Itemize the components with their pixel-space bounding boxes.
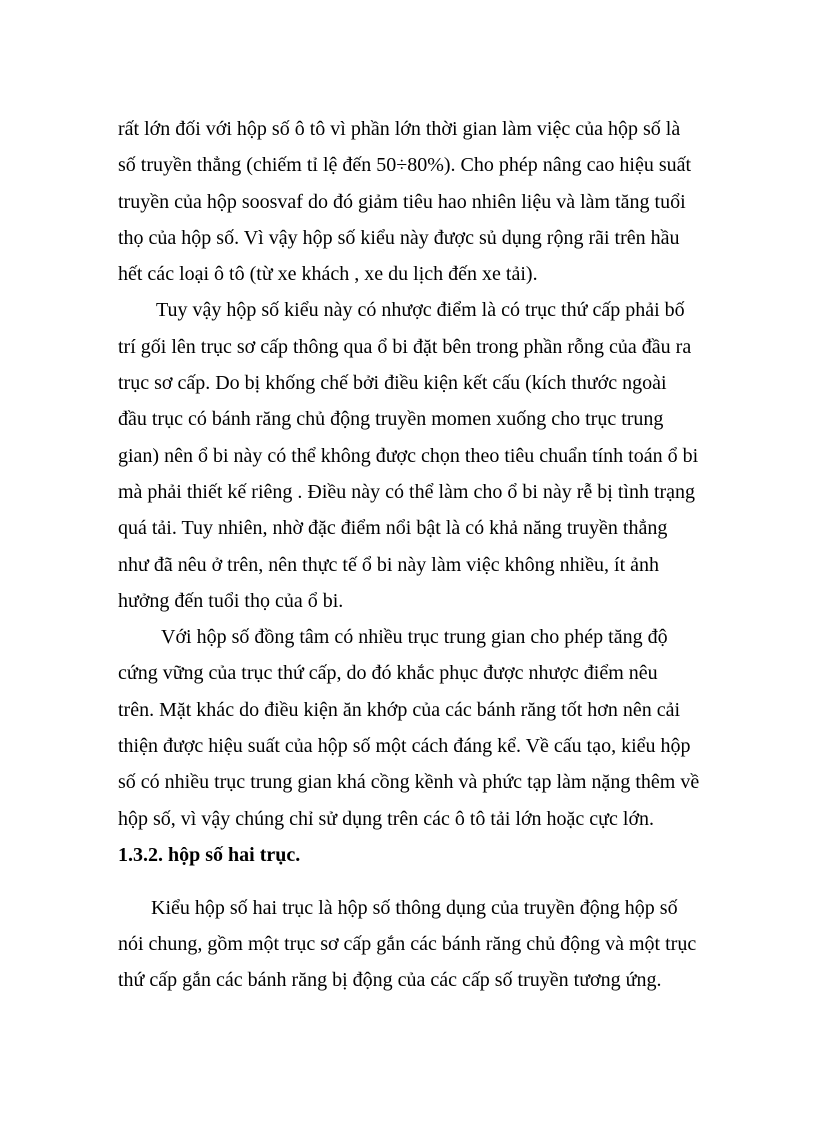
paragraph-1-line: rất lớn đối với hộp số ô tô vì phần lớn thời gian làm việc của hộp số là: [118, 118, 681, 140]
paragraph-4-line: Kiểu hộp số hai trục là hộp số thông dụng của truyền động hộp số: [151, 896, 678, 919]
paragraph-2-line: như đã nêu ở trên, nên thực tế ổ bi này làm việc không nhiều, ít ảnh: [118, 553, 660, 576]
paragraph-4: [118, 890, 748, 999]
paragraph-2-line: hưởng đến tuổi thọ của ổ bi.: [118, 589, 344, 612]
paragraph-2-line: trục sơ cấp. Do bị khống chế bởi điều kiện kết cấu (kích thước ngoài: [118, 372, 667, 395]
paragraph-1-line: hết các loại ô tô (từ xe khách , xe du lịch đến xe tải).: [118, 263, 538, 286]
paragraph-1-line: số truyền thẳng (chiếm tỉ lệ đến 50÷80%). Cho phép nâng cao hiệu suất: [118, 154, 692, 177]
paragraph-3: [118, 619, 748, 837]
paragraph-2-line: Tuy vậy hộp số kiểu này có nhược điểm là có trục thứ cấp phải bố: [156, 299, 685, 322]
paragraph-2-line: quá tải. Tuy nhiên, nhờ đặc điểm nổi bật là có khả năng truyền thẳng: [118, 517, 668, 540]
paragraph-3-line: số có nhiều trục trung gian khá cồng kềnh và phức tạp làm nặng thêm về: [118, 771, 700, 794]
paragraph-3-line: thiện được hiệu suất của hộp số một cách đáng kể. Về cấu tạo, kiểu hộp: [118, 735, 691, 758]
paragraph-3-line: trên. Mặt khác do điều kiện ăn khớp của các bánh răng tốt hơn nên cải: [118, 698, 681, 721]
paragraph-1-line: thọ của hộp số. Vì vậy hộp số kiểu này được sủ dụng rộng rãi trên hầu: [118, 226, 680, 249]
paragraph-2-line: trí gối lên trục sơ cấp thông qua ổ bi đặt bên trong phần rỗng của đầu ra: [118, 335, 692, 358]
document-page: [118, 111, 748, 999]
paragraph-2-line: gian) nên ổ bi này có thể không được chọn theo tiêu chuẩn tính toán ổ bi: [118, 444, 699, 467]
paragraph-1-line: truyền của hộp soosvaf do đó giảm tiêu hao nhiên liệu và làm tăng tuổi: [118, 190, 686, 213]
paragraph-2-line: đầu trục có bánh răng chủ động truyền momen xuống cho trục trung: [118, 408, 664, 431]
paragraph-2-line: mà phải thiết kế riêng . Điều này có thể làm cho ổ bi này rễ bị tình trạng: [118, 480, 696, 503]
paragraph-1: [118, 111, 748, 292]
paragraph-4-line: nói chung, gồm một trục sơ cấp gắn các bánh răng chủ động và một trục: [118, 933, 697, 956]
section-heading: 1.3.2. hộp số hai trục.: [118, 843, 301, 866]
paragraph-2: [118, 292, 748, 619]
paragraph-3-line: Với hộp số đồng tâm có nhiều trục trung gian cho phép tăng độ: [161, 626, 668, 649]
paragraph-3-line: cứng vững của trục thứ cấp, do đó khắc phục được nhược điểm nêu: [118, 662, 658, 685]
paragraph-3-line: hộp số, vì vậy chúng chỉ sử dụng trên các ô tô tải lớn hoặc cực lớn.: [118, 807, 655, 830]
paragraph-4-line: thứ cấp gắn các bánh răng bị động của các cấp số truyền tương ứng.: [118, 969, 662, 992]
